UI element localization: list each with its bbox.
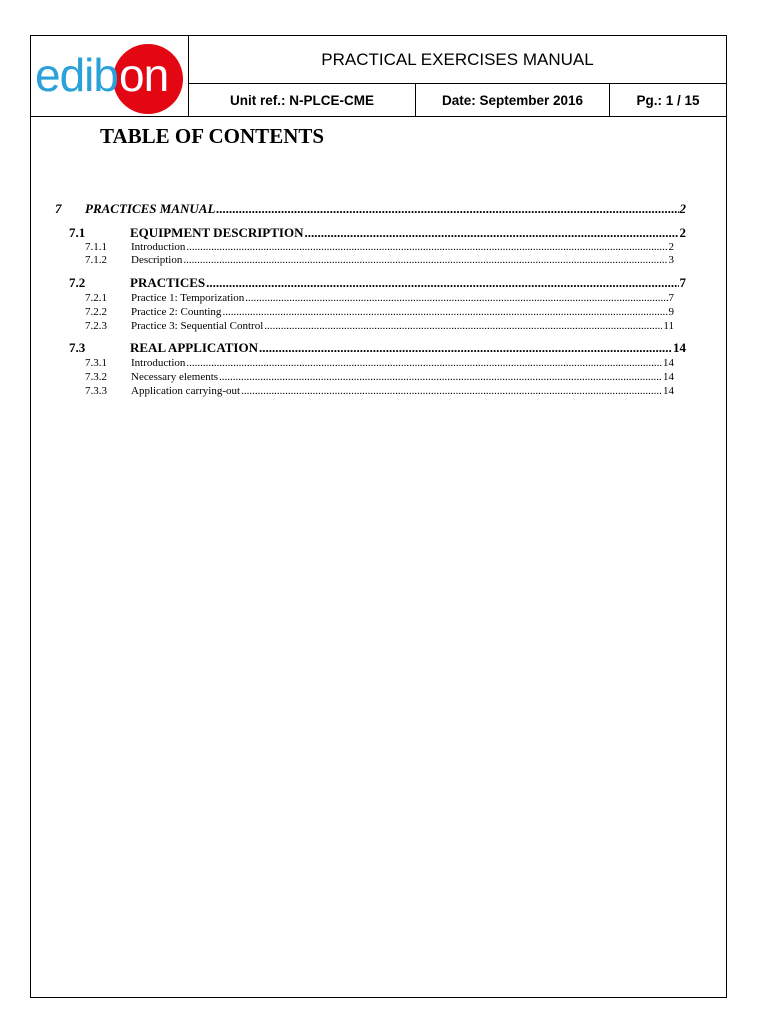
toc-leader-dots	[206, 275, 678, 291]
toc-leader-dots	[219, 371, 662, 383]
page-header	[31, 36, 726, 117]
edibon-logo	[31, 36, 189, 116]
toc-entry-number: 7.3.1	[85, 357, 107, 369]
toc-entry-page: 14	[663, 371, 674, 383]
toc-entry-text: Necessary elements	[131, 371, 219, 383]
toc-entry-number: 7.2.3	[85, 320, 107, 332]
toc-entry-text: EQUIPMENT DESCRIPTION	[130, 225, 304, 240]
toc-entry-number: 7.2.1	[85, 292, 107, 304]
toc-entry-page: 14	[673, 340, 686, 355]
logo-text-blue: edib	[35, 49, 118, 101]
unit-ref: Unit ref.: N-PLCE-CME	[189, 84, 416, 116]
toc-entry-page: 2	[679, 201, 686, 216]
toc-leader-dots	[304, 225, 678, 241]
toc-entry[interactable]	[85, 371, 674, 383]
toc-entry-number: 7.1.1	[85, 241, 107, 253]
toc-entry[interactable]	[85, 385, 674, 397]
toc-entry-text: PRACTICES MANUAL	[85, 201, 216, 216]
toc-entry-text: Description	[131, 254, 183, 266]
toc-leader-dots	[216, 201, 678, 217]
toc-entry-text: Practice 1: Temporization	[131, 292, 245, 304]
toc-entry-number: 7.3.3	[85, 385, 107, 397]
toc-entry[interactable]	[85, 292, 674, 304]
toc-title: TABLE OF CONTENTS	[100, 124, 325, 148]
toc-entry-page: 2	[679, 225, 686, 240]
toc-entry-page: 9	[668, 306, 674, 318]
page-number: Pg.: 1 / 15	[636, 92, 700, 108]
toc-entry-text: Introduction	[131, 241, 186, 253]
toc-entry[interactable]	[85, 306, 674, 318]
toc-entry-text: Introduction	[131, 357, 186, 369]
toc-entry[interactable]	[69, 275, 686, 291]
manual-title: PRACTICAL EXERCISES MANUAL	[189, 36, 726, 84]
toc-leader-dots	[241, 385, 662, 397]
toc-entry-page: 11	[663, 320, 674, 332]
toc-entry[interactable]	[85, 320, 674, 332]
toc-leader-dots	[264, 320, 662, 332]
toc-entry-page: 14	[663, 385, 674, 397]
toc-leader-dots	[186, 357, 662, 369]
toc-entry-page: 7	[679, 275, 686, 290]
toc-entry-text: REAL APPLICATION	[130, 340, 258, 355]
document-page	[30, 35, 727, 998]
toc-entry-number: 7.2	[69, 275, 86, 290]
toc-entry-number: 7.2.2	[85, 306, 107, 318]
document-date: Date: September 2016	[416, 84, 610, 116]
toc-leader-dots	[259, 340, 672, 356]
toc-entry-number: 7.3.2	[85, 371, 107, 383]
toc-entry-text: Application carrying-out	[131, 385, 241, 397]
toc-entry-page: 7	[668, 292, 674, 304]
toc-entry-text: Practice 3: Sequential Control	[131, 320, 264, 332]
toc-entry-number: 7.1.2	[85, 254, 107, 266]
toc-entry[interactable]	[69, 340, 686, 356]
toc-entry[interactable]	[69, 225, 686, 241]
toc-entry[interactable]	[85, 357, 674, 369]
toc-leader-dots	[186, 241, 667, 253]
toc-entry[interactable]	[85, 241, 674, 253]
header-info-row	[189, 84, 726, 116]
toc-entry[interactable]	[85, 254, 674, 266]
toc-leader-dots	[222, 306, 667, 318]
logo-text-white: on	[119, 49, 169, 101]
toc-entry-number: 7.1	[69, 225, 86, 240]
toc-leader-dots	[245, 292, 667, 304]
toc-entry-text: PRACTICES	[130, 275, 206, 290]
toc-entry-text: Practice 2: Counting	[131, 306, 222, 318]
toc-entry-page: 14	[663, 357, 674, 369]
toc-entry-page: 3	[668, 254, 674, 266]
toc-entry[interactable]	[55, 201, 686, 217]
toc-entry-page: 2	[668, 241, 674, 253]
toc-leader-dots	[183, 254, 667, 266]
toc-entry-number: 7.3	[69, 340, 86, 355]
toc-entry-number: 7	[55, 201, 62, 216]
